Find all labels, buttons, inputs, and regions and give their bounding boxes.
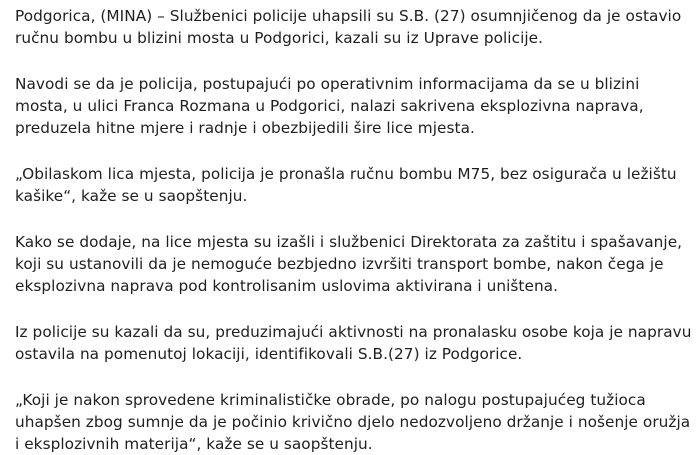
article-body <box>15 5 695 455</box>
article-paragraph-4: Kako se dodaje, na lice mjesta su izašli i službenici Direktorata za zaštitu i spašavanje, koji su ustanovili da je nemoguće bezbjedno izvršiti transport bombe, nakon čega je eksplozivna naprava pod kontrolisanim uslovima aktivirana i uništena. <box>15 233 683 295</box>
article-paragraph-6: „Koji je nakon sprovedene kriminalističke obrade, po nalogu postupajućeg tužioca uhapšen zbog sumnje da je počinio krivično djelo nedozvoljeno držanje i nošenje oružja i eksplozivnih materija“, kaže se u saopštenju. <box>15 391 691 453</box>
article-paragraph-5: Iz policije su kazali da su, preduzimajući aktivnosti na pronalasku osobe koja je napravu ostavila na pomenutoj lokaciji, identifikovali S.B.(27) iz Podgorice. <box>15 323 692 363</box>
article-paragraph-1: Podgorica, (MINA) – Službenici policije uhapsili su S.B. (27) osumnjičenog da je ostavio ručnu bombu u blizini mosta u Podgorici, kazali su iz Uprave policije. <box>15 7 682 47</box>
article-paragraph-3: „Obilaskom lica mjesta, policija je pronašla ručnu bombu M75, bez osigurača u ležištu kašike“, kaže se u saopštenju. <box>15 165 677 205</box>
article-paragraph-2: Navodi se da je policija, postupajući po operativnim informacijama da se u blizini mosta, u ulici Franca Rozmana u Podgorici, nalazi sakrivena eksplozivna naprava, preduzela hitne mjere i radnje i obezbijedili šire lice mjesta. <box>15 75 644 137</box>
